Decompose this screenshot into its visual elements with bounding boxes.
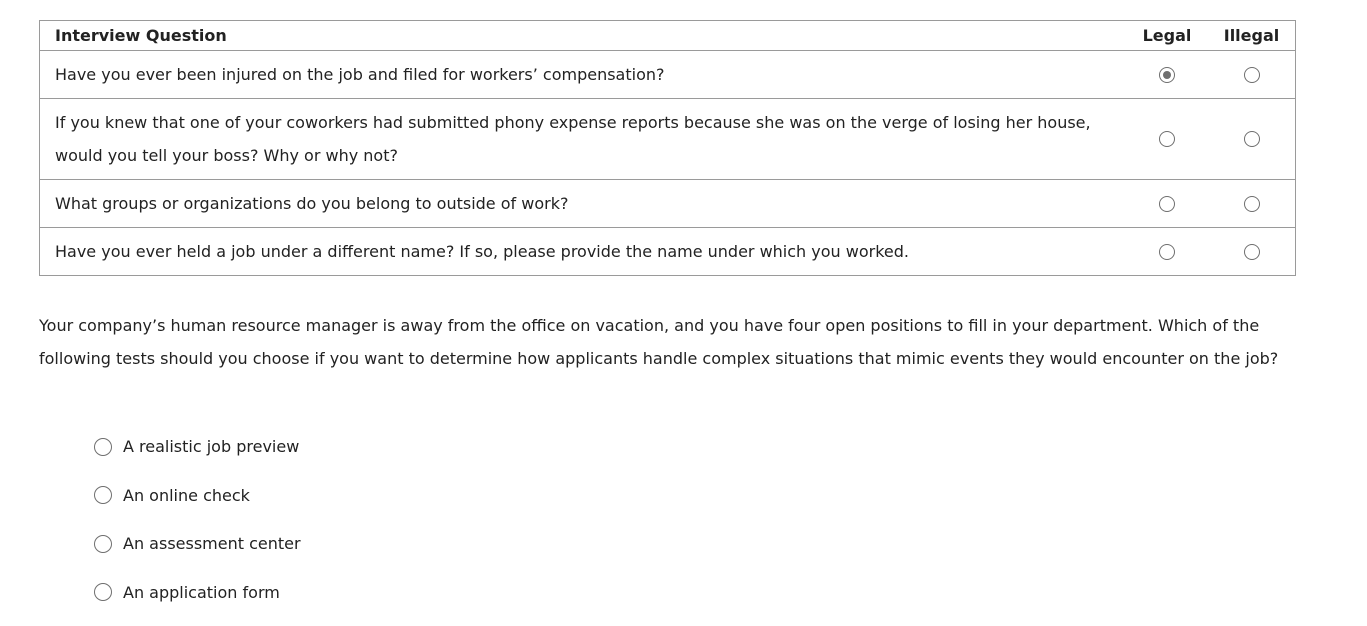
table-row xyxy=(40,179,1295,227)
answer-option[interactable] xyxy=(94,430,301,463)
illegal-radio[interactable] xyxy=(1244,131,1260,147)
answer-option[interactable] xyxy=(94,576,301,609)
option-label[interactable]: An application form xyxy=(123,582,280,602)
option-label[interactable]: An online check xyxy=(123,485,250,505)
legal-radio[interactable] xyxy=(1159,244,1175,260)
answer-choices xyxy=(94,430,301,624)
illegal-radio[interactable] xyxy=(1244,196,1260,212)
legal-radio[interactable] xyxy=(1159,131,1175,147)
answer-option[interactable] xyxy=(94,479,301,512)
header-interview-question: Interview Question xyxy=(55,25,227,45)
option-radio[interactable] xyxy=(94,583,112,601)
table-row xyxy=(40,227,1295,275)
answer-option[interactable] xyxy=(94,527,301,560)
table-header-row xyxy=(40,21,1295,50)
header-legal: Legal xyxy=(1142,26,1192,45)
question-text: Have you ever held a job under a different name? If so, please provide the name under which you worked. xyxy=(55,242,909,261)
legal-radio[interactable] xyxy=(1159,67,1175,83)
interview-question-table xyxy=(39,20,1296,276)
question-prompt: Your company’s human resource manager is away from the office on vacation, and you have four open positions to fill in your department. Which of the following tests should you choose if you want to determine how applicants handle complex situations that mimic events they would encounter on the job? xyxy=(39,316,1279,368)
illegal-radio[interactable] xyxy=(1244,67,1260,83)
option-label[interactable]: A realistic job preview xyxy=(123,437,300,456)
option-radio[interactable] xyxy=(94,486,112,504)
option-radio[interactable] xyxy=(94,535,112,553)
illegal-radio[interactable] xyxy=(1244,244,1260,260)
option-radio[interactable] xyxy=(94,438,112,456)
option-label[interactable]: An assessment center xyxy=(123,534,301,553)
legal-radio[interactable] xyxy=(1159,196,1175,212)
question-text: If you knew that one of your coworkers had submitted phony expense reports because she was on the verge of losing her house, would you tell your boss? Why or why not? xyxy=(55,113,1091,165)
question-text: Have you ever been injured on the job and filed for workers’ compensation? xyxy=(55,65,665,84)
header-illegal: Illegal xyxy=(1223,26,1280,45)
table-row xyxy=(40,50,1295,98)
table-row xyxy=(40,98,1295,179)
question-text: What groups or organizations do you belong to outside of work? xyxy=(55,194,569,213)
